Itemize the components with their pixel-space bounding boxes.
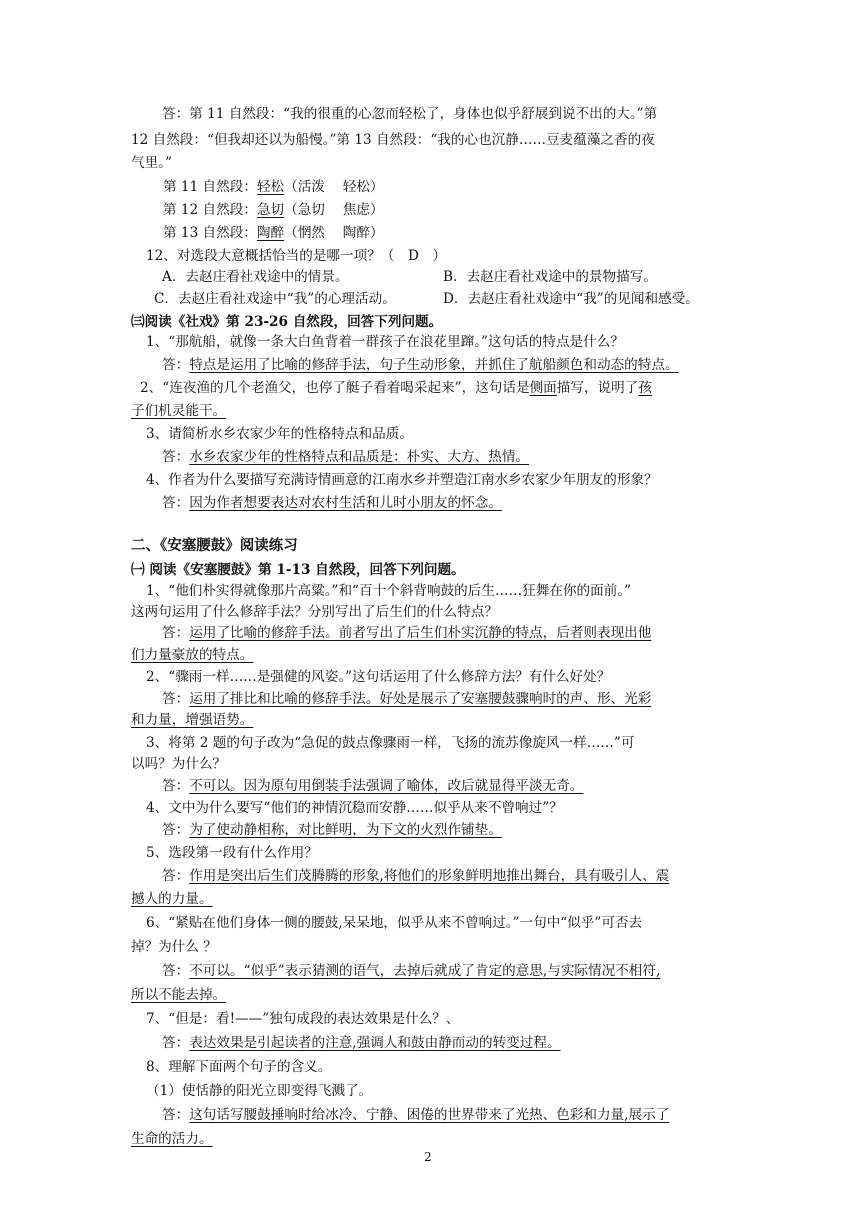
part3-question-1: 1、“那航船，就像一条大白鱼背着一群孩子在浪花里蹿。”这句话的特点是什么？ xyxy=(146,334,624,350)
option-d: D．去赵庄看社戏途中“我”的见闻和感受。 xyxy=(443,291,699,307)
s2-question-1-line1: 1、“他们朴实得就像那片高粱。”和“百十个斜背响鼓的后生……狂舞在你的面前。” xyxy=(146,583,632,599)
part3-answer-3: 答：水乡农家少年的性格特点和品质是：朴实、大方、热情。 xyxy=(162,449,530,465)
part3-answer-4: 答：因为作者想要表达对农村生活和儿时小朋友的怀念。 xyxy=(162,495,502,511)
s2-answer-3: 答：不可以。因为原句用倒装手法强调了喻体，改后就显得平淡无奇。 xyxy=(162,778,584,794)
option-b: B．去赵庄看社戏途中的景物描写。 xyxy=(443,269,657,285)
s2-answer-5-line2: 撼人的力量。 xyxy=(131,891,213,907)
part3-answer-1: 答：特点是运用了比喻的修辞手法，句子生动形象，并抓住了航船颜色和动态的特点。 xyxy=(162,357,679,373)
question-12: 12、对选段大意概括恰当的是哪一项？（ D ） xyxy=(146,248,447,264)
s2-question-6-line1: 6、“紧贴在他们身体一侧的腰鼓,呆呆地，似乎从来不曾响过。”一句中“似乎”可否去 xyxy=(146,915,643,931)
option-a: A．去赵庄看社戏途中的情景。 xyxy=(162,269,349,285)
answer-11-line2: 12 自然段：“但我却还以为船慢。”第 13 自然段：“我的心也沉静……豆麦蕴藻之香的夜 xyxy=(131,132,655,148)
para-12-row: 第 12 自然段：急切（急切 焦虑） xyxy=(163,202,384,218)
page-number: 2 xyxy=(424,1150,432,1164)
s2-answer-1-line2: 们力量豪放的特点。 xyxy=(131,647,254,663)
fill-blank-2: 孩 xyxy=(638,380,652,396)
para-11-row: 第 11 自然段：轻松（活泼 轻松） xyxy=(163,179,384,195)
answer-11-line3: 气里。” xyxy=(131,155,172,171)
s2-answer-6-line1: 答：不可以。“似乎”表示猜测的语气，去掉后就成了肯定的意思,与实际情况不相符, xyxy=(162,963,661,979)
s2-answer-2-line1: 答：运用了排比和比喻的修辞手法。好处是展示了安塞腰鼓骤响时的声、形、光彩 xyxy=(162,691,652,707)
s2-answer-8-line1: 答：这句话写腰鼓捶响时给冰冷、宁静、困倦的世界带来了光热、色彩和力量,展示了 xyxy=(162,1107,670,1123)
part3-question-2-cont: 子们机灵能干。 xyxy=(131,403,227,419)
para-13-row: 第 13 自然段：陶醉（惘然 陶醉） xyxy=(163,225,384,241)
answer-11-line1: 答：第 11 自然段：“我的很重的心忽而轻松了，身体也似乎舒展到说不出的大。”第 xyxy=(162,106,658,122)
part3-heading: ㈢阅读《社戏》第 23-26 自然段，回答下列问题。 xyxy=(131,314,443,330)
s2-question-1-line2: 这两句运用了什么修辞手法？分别写出了后生们的什么特点？ xyxy=(131,604,499,620)
para-13-answer: 陶醉 xyxy=(256,225,285,241)
s2-answer-8-line2: 生命的活力。 xyxy=(131,1131,213,1147)
part3-question-4: 4、作者为什么要描写充满诗情画意的江南水乡并塑造江南水乡农家少年朋友的形象？ xyxy=(146,472,658,488)
s2-question-3-line1: 3、将第 2 题的句子改为“急促的鼓点像骤雨一样，飞扬的流苏像旋风一样……”可 xyxy=(146,735,635,751)
s2-question-8: 8、理解下面两个句子的含义。 xyxy=(146,1059,332,1075)
s2-question-2: 2、“骤雨一样……是强健的风姿。”这句话运用了什么修辞方法？有什么好处？ xyxy=(146,669,611,685)
fill-blank-1: 侧面 xyxy=(529,380,557,396)
s2-question-8-sub1: （1）使恬静的阳光立即变得飞溅了。 xyxy=(146,1083,373,1099)
para-11-answer: 轻松 xyxy=(256,179,285,195)
para-12-answer: 急切 xyxy=(256,202,285,218)
part3-question-3: 3、请简析水乡农家少年的性格特点和品质。 xyxy=(146,426,413,442)
s2-answer-1-line1: 答：运用了比喻的修辞手法。前者写出了后生们朴实沉静的特点，后者则表现出他 xyxy=(162,625,652,641)
s2-answer-4: 答：为了使动静相称，对比鲜明，为下文的火烈作铺垫。 xyxy=(162,822,502,838)
s2-answer-7: 答：表达效果是引起读者的注意,强调人和鼓由静而动的转变过程。 xyxy=(162,1035,561,1051)
s2-answer-2-line2: 和力量，增强语势。 xyxy=(131,712,254,728)
s2-question-6-line2: 掉？为什么 ？ xyxy=(131,939,217,955)
s2-question-5: 5、选段第一段有什么作用？ xyxy=(146,845,318,861)
part3-question-2: 2、“连夜渔的几个老渔父，也停了艇子看着喝采起来”，这句话是侧面描写，说明了孩 xyxy=(140,380,652,396)
s2-answer-6-line2: 所以不能去掉。 xyxy=(131,987,227,1003)
section2-subheading: ㈠ 阅读《安塞腰鼓》第 1-13 自然段，回答下列问题。 xyxy=(131,562,465,578)
s2-answer-5-line1: 答：作用是突出后生们茂腾腾的形象,将他们的形象鲜明地推出舞台，具有吸引人、震 xyxy=(162,868,670,884)
option-c: C．去赵庄看社戏途中“我”的心理活动。 xyxy=(154,291,396,307)
section2-title: 二、《安塞腰鼓》阅读练习 xyxy=(131,537,298,554)
s2-question-3-line2: 以吗？为什么？ xyxy=(131,756,227,772)
s2-question-4: 4、文中为什么要写“他们的神情沉稳而安静……似乎从来不曾响过”？ xyxy=(146,800,563,816)
s2-question-7: 7、“但是：看!——”独句成段的表达效果是什么？、 xyxy=(146,1011,460,1027)
